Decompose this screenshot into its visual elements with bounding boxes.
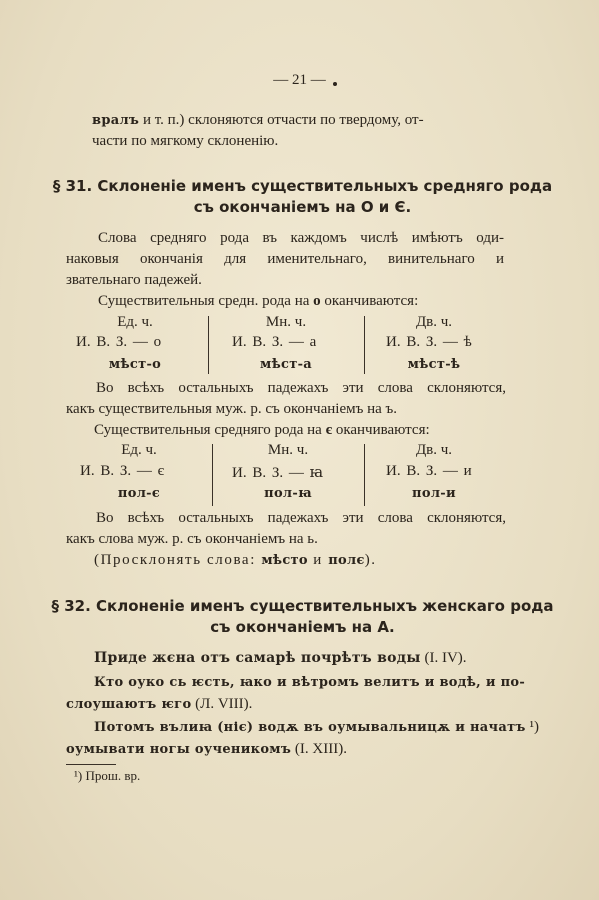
header-plural: Мн. ч. bbox=[265, 314, 307, 330]
example-singular: мѣст-о bbox=[108, 357, 162, 372]
paragraph-line: какъ слова муж. р. съ окончаніемъ на ь. bbox=[66, 531, 318, 547]
paragraph-line: звательнаго падежей. bbox=[66, 272, 202, 288]
case-dual: И. В. З. — и bbox=[386, 463, 472, 479]
example-sentence: Потомъ вълиꙗ (ніє) водѫ въ оумывальницѫ и начатъ ¹) bbox=[94, 719, 539, 735]
header-plural: Мн. ч. bbox=[267, 442, 309, 458]
exercise-line: (Просклонять слова: мѣсто и полє). bbox=[94, 552, 377, 568]
paragraph-line: Во всѣхъ остальныхъ падежахъ эти слова склоняются, bbox=[96, 510, 506, 526]
paragraph-line: Во всѣхъ остальныхъ падежахъ эти слова склоняются, bbox=[96, 380, 506, 396]
example-plural: пол-ꙗ bbox=[264, 486, 312, 501]
case-dual: И. В. З. — ѣ bbox=[386, 334, 472, 350]
example-dual: мѣст-ѣ bbox=[407, 357, 461, 372]
page-number: — 21 — bbox=[273, 72, 326, 88]
example-sentence: Приде жєна отъ самарѣ почрѣтъ воды (I. IV). bbox=[94, 650, 467, 666]
header-dual: Дв. ч. bbox=[415, 442, 453, 458]
section-32-title-line-2: съ окончаніемъ на А. bbox=[210, 618, 395, 636]
section-32-title-line-1: § 32. Склоненіе именъ существительныхъ женскаго рода bbox=[51, 597, 554, 615]
section-31-title-line-1: § 31. Склоненіе именъ существительныхъ средняго рода bbox=[52, 177, 553, 195]
paragraph-line: наковыя окончанія для именительнаго, винительнаго и bbox=[66, 251, 504, 267]
continuation-line-2: части по мягкому склоненію. bbox=[92, 133, 279, 149]
slavonic-word: вралъ bbox=[92, 113, 140, 128]
continuation-line-1: вралъ и т. п.) склоняются отчасти по твердому, от- bbox=[92, 112, 424, 128]
header-dual: Дв. ч. bbox=[415, 314, 453, 330]
ink-dot bbox=[333, 82, 337, 86]
case-singular: И. В. З. — о bbox=[76, 334, 162, 350]
case-plural: И. В. З. — а bbox=[232, 334, 317, 350]
intro-neuter-e: Существительныя средняго рода на є оканчиваются: bbox=[94, 422, 430, 438]
example-plural: мѣст-а bbox=[259, 357, 313, 372]
example-sentence: Кто оуко сь ѥсть, ꙗко и вѣтромъ велитъ и водѣ, и по- bbox=[94, 675, 526, 690]
footnote: ¹) Прош. вр. bbox=[74, 768, 141, 783]
section-31-title-line-2: съ окончаніемъ на О и Є. bbox=[193, 198, 412, 216]
example-singular: пол-є bbox=[117, 486, 161, 501]
example-dual: пол-и bbox=[412, 486, 456, 501]
paragraph-line: Слова средняго рода въ каждомъ числѣ имѣютъ оди- bbox=[98, 230, 504, 246]
intro-neuter-o: Существительныя средн. рода на о оканчиваются: bbox=[98, 293, 419, 309]
case-singular: И. В. З. — є bbox=[80, 463, 165, 479]
footnote-rule bbox=[66, 764, 116, 765]
case-plural: И. В. З. — ꙗ bbox=[232, 465, 324, 481]
example-sentence: слоушаютъ ѥго (Л. VIII). bbox=[66, 696, 253, 712]
header-singular: Ед. ч. bbox=[117, 314, 153, 330]
example-sentence: оумывати ногы оученикомъ (I. XIII). bbox=[66, 741, 347, 757]
header-singular: Ед. ч. bbox=[121, 442, 157, 458]
paragraph-line: какъ существительныя муж. р. съ окончаніемъ на ъ. bbox=[66, 401, 398, 417]
